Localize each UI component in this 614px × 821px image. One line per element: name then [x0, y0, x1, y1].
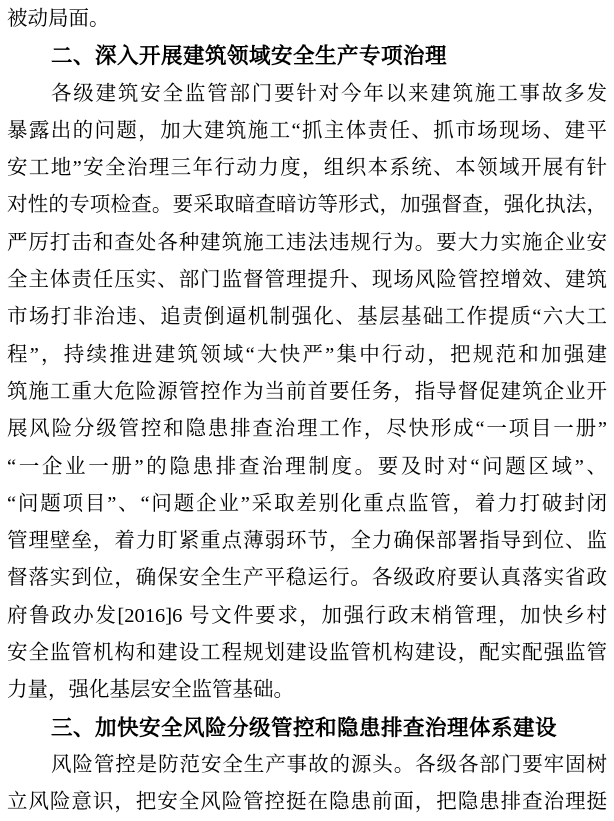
paragraph-tail-line: 被动局面。	[7, 8, 110, 30]
section-2-text-line: 安全监管机构和建设工程规划建设监管机构建设，配实配强监管	[7, 642, 607, 665]
section-2-text-line: 对性的专项检查。要采取暗查暗访等形式，加强督查，强化执法，	[7, 194, 607, 217]
section-2-text-line: 安工地”安全治理三年行动力度，组织本系统、本领域开展有针	[7, 157, 607, 180]
section-3-heading: 三、加快安全风险分级管控和隐患排查治理体系建设	[51, 715, 558, 740]
section-2-text-line: 展风险分级管控和隐患排查治理工作，尽快形成“一项目一册”	[7, 418, 607, 441]
section-2-heading: 二、深入开展建筑领域安全生产专项治理	[51, 44, 448, 69]
section-3-text-line: 风险管控是防范安全生产事故的源头。各级各部门要牢固树	[51, 753, 607, 776]
section-2-text-line: 管理壁垒，着力盯紧重点薄弱环节，全力确保部署指导到位、监	[7, 530, 607, 553]
section-2-text-line: “一企业一册”的隐患排查治理制度。要及时对“问题区域”、	[7, 455, 607, 478]
section-2-text-line: 程”，持续推进建筑领域“大快严”集中行动，把规范和加强建	[7, 343, 607, 366]
section-2-text-line: 力量，强化基层安全监管基础。	[7, 679, 294, 702]
section-2-text-line: 府鲁政办发[2016]6 号文件要求，加强行政末梢管理，加快乡村	[7, 604, 607, 627]
section-2-text-line: 各级建筑安全监管部门要针对今年以来建筑施工事故多发	[51, 82, 607, 105]
section-3-text-line: 立风险意识，把安全风险管控挺在隐患前面，把隐患排查治理挺	[7, 791, 607, 814]
section-2-text-line: 市场打非治违、追责倒逼机制强化、基层基础工作提质“六大工	[7, 306, 607, 329]
section-2-text-line: 督落实到位，确保安全生产平稳运行。各级政府要认真落实省政	[7, 567, 607, 590]
section-2-text-line: 暴露出的问题，加大建筑施工“抓主体责任、抓市场现场、建平	[7, 119, 607, 142]
section-2-text-line: 严厉打击和查处各种建筑施工违法违规行为。要大力实施企业安	[7, 231, 607, 254]
section-2-text-line: 筑施工重大危险源管控作为当前首要任务，指导督促建筑企业开	[7, 380, 607, 403]
section-2-text-line: “问题项目”、“问题企业”采取差别化重点监管，着力打破封闭	[7, 492, 607, 515]
section-2-text-line: 全主体责任压实、部门监督管理提升、现场风险管控增效、建筑	[7, 269, 607, 292]
